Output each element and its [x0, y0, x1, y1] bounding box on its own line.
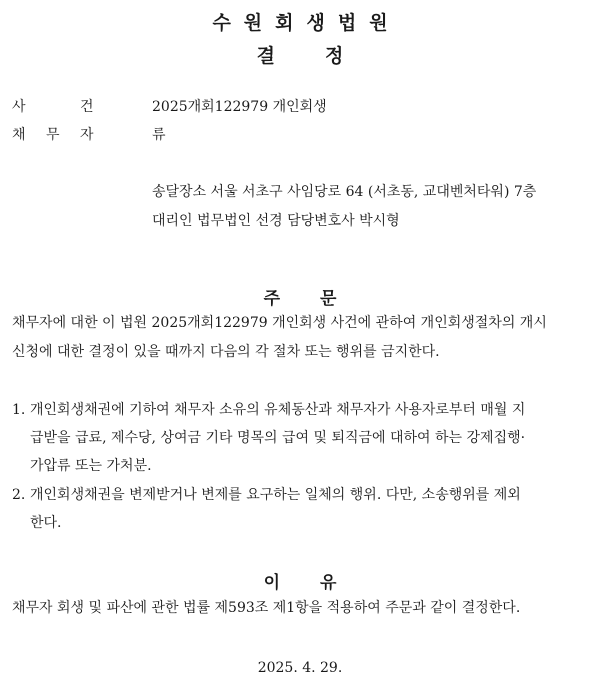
- item-line: 한다.: [30, 515, 62, 531]
- title-char-1: 결: [256, 45, 275, 67]
- attorney: 대리인 법무법인 선경 담당변호사 박시형: [152, 213, 400, 229]
- item-line: 가압류 또는 가처분.: [30, 458, 152, 474]
- decision-date: 2025. 4. 29.: [257, 660, 343, 676]
- reason-heading: 이 유: [263, 573, 337, 593]
- order-intro-line-1: 채무자에 대한 이 법원 2025개회122979 개인회생 사건에 관하여 개인회생절차의 개시: [12, 315, 547, 331]
- case-label: 사 건: [12, 99, 94, 115]
- order-intro-line-2: 신청에 대한 결정이 있을 때까지 다음의 각 절차 또는 행위를 금지한다.: [12, 344, 440, 360]
- service-address: 송달장소 서울 서초구 사임당로 64 (서초동, 교대벤처타워) 7층: [152, 184, 537, 200]
- item-line: 개인회생채권에 기하여 채무자 소유의 유체동산과 채무자가 사용자로부터 매월 지: [30, 402, 526, 418]
- order-item-2: [0, 481, 600, 537]
- item-line: 급받을 급료, 제수당, 상여금 기타 명목의 급여 및 퇴직금에 대하여 하는 강제집행·: [30, 430, 526, 446]
- order-heading: 주 문: [263, 289, 337, 309]
- item-number: 1.: [12, 402, 26, 418]
- order-item-1: [0, 396, 600, 480]
- item-line: 개인회생채권을 변제받거나 변제를 요구하는 일체의 행위. 다만, 소송행위를 제외: [30, 487, 521, 503]
- reason-text: 채무자 회생 및 파산에 관한 법률 제593조 제1항을 적용하여 주문과 같이 결정한다.: [12, 600, 521, 616]
- debtor-label: 채 무 자: [12, 127, 94, 143]
- debtor-value: 류: [152, 127, 166, 143]
- court-name: 수원회생법원: [212, 12, 401, 34]
- document-title: [0, 41, 600, 68]
- title-char-2: 정: [325, 45, 344, 67]
- item-number: 2.: [12, 487, 26, 503]
- case-value: 2025개회122979 개인회생: [152, 99, 327, 115]
